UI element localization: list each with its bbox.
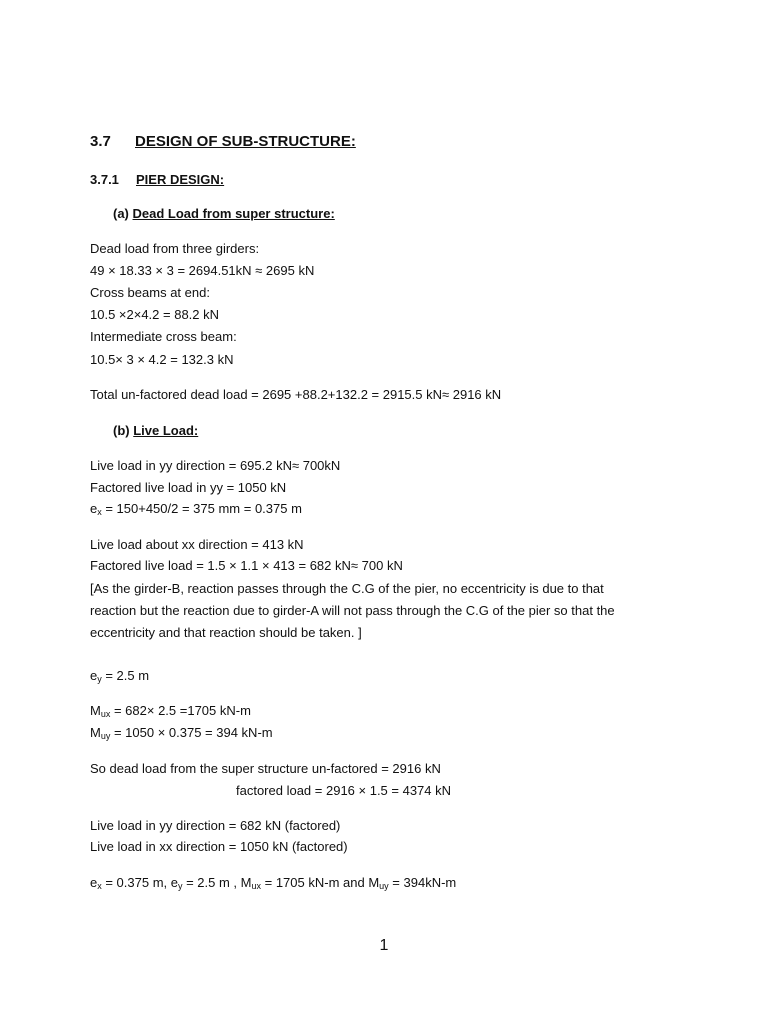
subscript: x <box>97 507 102 517</box>
subscript: y <box>177 881 183 891</box>
equation-text: = 1050 × 0.375 = 394 kN-m <box>110 725 273 740</box>
heading-a <box>113 205 335 223</box>
subsection-title: PIER DESIGN: <box>136 172 225 187</box>
section-heading <box>90 133 356 151</box>
text-line: 49 × 18.33 × 3 = 2694.51kN ≈ 2695 kN <box>90 263 315 278</box>
heading-b-label: (b) <box>113 423 130 438</box>
text-line: Intermediate cross beam: <box>90 329 237 344</box>
symbol-e: e <box>90 668 98 683</box>
note-line: [As the girder-B, reaction passes through the C.G of the pier, no eccentricity is due to that <box>90 581 604 596</box>
symbol-e: e <box>90 875 98 890</box>
text-line: 10.5× 3 × 4.2 = 132.3 kN <box>90 352 234 367</box>
subsection-number: 3.7.1 <box>90 172 119 187</box>
text-line: So dead load from the super structure un-factored = 2916 kN <box>90 761 441 776</box>
ex-line <box>90 500 302 518</box>
text-line: 10.5 ×2×4.2 = 88.2 kN <box>90 307 220 322</box>
subscript: ux <box>100 709 111 719</box>
mux-line <box>90 702 251 720</box>
equation-text: = 150+450/2 = 375 mm = 0.375 m <box>101 501 302 516</box>
text-line: Factored live load = 1.5 × 1.1 × 413 = 682 kN≈ 700 kN <box>90 558 403 573</box>
equation-text: = 0.375 m, <box>101 875 171 890</box>
symbol-e: e <box>90 501 98 516</box>
subsection-heading <box>90 171 224 189</box>
page-number: 1 <box>379 937 389 954</box>
equation-text: = 2.5 m <box>101 668 150 683</box>
text-line: Cross beams at end: <box>90 285 210 300</box>
symbol-m: M <box>368 875 380 890</box>
ey-line <box>90 667 149 685</box>
final-line <box>90 874 456 892</box>
text-line: factored load = 2916 × 1.5 = 4374 kN <box>236 783 452 798</box>
symbol-m: M <box>90 725 101 740</box>
heading-b <box>113 422 198 440</box>
text-line: Factored live load in yy = 1050 kN <box>90 480 287 495</box>
equation-text: = 394kN-m <box>388 875 457 890</box>
subscript: x <box>97 881 102 891</box>
subscript: ux <box>251 881 262 891</box>
text-line: Live load in yy direction = 682 kN (factored) <box>90 818 341 833</box>
text-line: Dead load from three girders: <box>90 241 260 256</box>
equation-text: = 1705 kN-m and <box>261 875 369 890</box>
subscript: y <box>97 674 102 684</box>
text-line: Live load in yy direction = 695.2 kN≈ 700kN <box>90 458 341 473</box>
equation-text: = 682× 2.5 =1705 kN-m <box>110 703 251 718</box>
subscript: uy <box>100 731 111 741</box>
equation-text: = 2.5 m , <box>182 875 241 890</box>
heading-b-title: Live Load: <box>133 423 199 438</box>
symbol-e: e <box>170 875 178 890</box>
total-dead-load: Total un-factored dead load = 2695 +88.2+132.2 = 2915.5 kN≈ 2916 kN <box>90 387 502 402</box>
note-line: reaction but the reaction due to girder-A will not pass through the C.G of the pier so that the <box>90 603 615 618</box>
muy-line <box>90 724 273 742</box>
section-number: 3.7 <box>90 133 111 150</box>
note-line: eccentricity and that reaction should be taken. ] <box>90 625 362 640</box>
heading-a-title: Dead Load from super structure: <box>132 206 335 221</box>
subscript: uy <box>379 881 389 891</box>
text-line: Live load about xx direction = 413 kN <box>90 537 304 552</box>
heading-a-label: (a) <box>113 206 129 221</box>
section-title: DESIGN OF SUB-STRUCTURE: <box>135 133 356 150</box>
symbol-m: M <box>90 703 101 718</box>
symbol-m: M <box>240 875 252 890</box>
text-line: Live load in xx direction = 1050 kN (factored) <box>90 839 348 854</box>
